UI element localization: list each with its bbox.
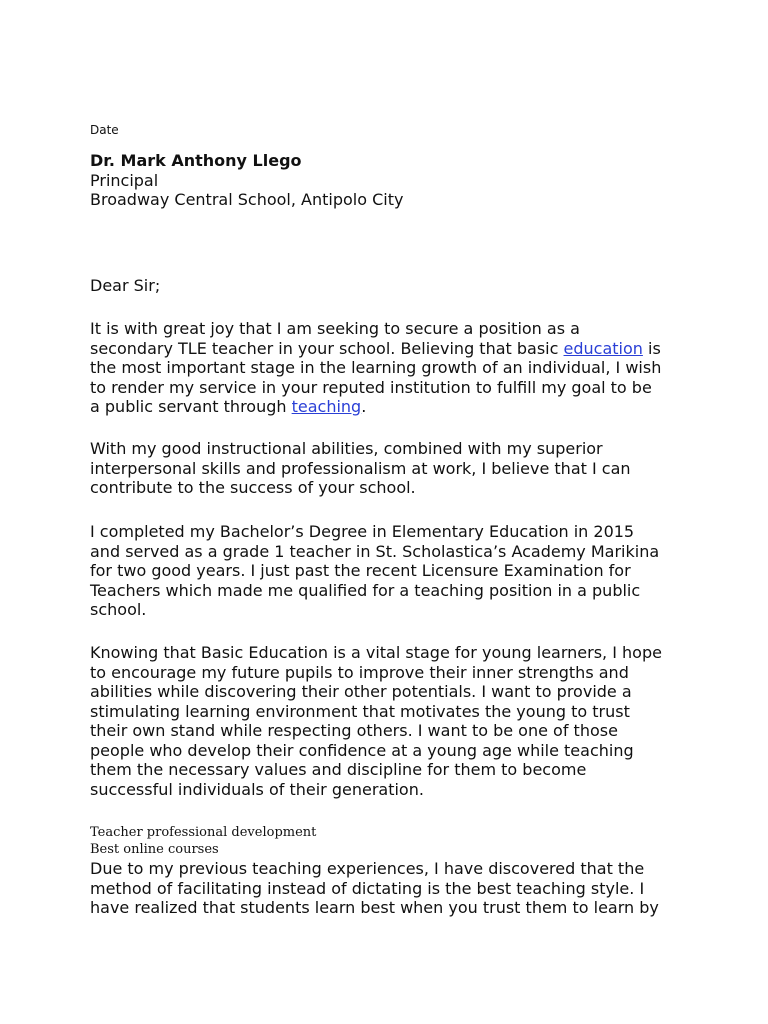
- related-links: [90, 824, 316, 858]
- paragraph-abilities: With my good instructional abilities, combined with my superior interpersonal skills and professionalism at work, I believe that I can contribute to the success of your school.: [90, 439, 631, 497]
- related-link-teacher-development[interactable]: Teacher professional development: [90, 825, 317, 840]
- paragraph-experience: Due to my previous teaching experiences, I have discovered that the method of facilitating instead of dictating is the best teaching style. I have realized that students learn best when you trust them to learn by: [90, 859, 659, 917]
- recipient-school: Broadway Central School, Antipolo City: [90, 190, 404, 209]
- teaching-link[interactable]: teaching: [291, 397, 362, 416]
- paragraph-intro: [90, 319, 690, 417]
- salutation: Dear Sir;: [90, 276, 161, 295]
- recipient-name: Dr. Mark Anthony Llego: [90, 151, 302, 170]
- letter-date: Date: [90, 123, 119, 137]
- addressee-block: [90, 151, 690, 210]
- recipient-title: Principal: [90, 170, 159, 190]
- paragraph-intro-text-b: is the most important stage in the learning growth of an individual, I wish to render my service in your reputed institution to fulfill my goal to be a public servant through: [90, 338, 662, 416]
- paragraph-intro-text-c: .: [361, 397, 367, 416]
- paragraph-education: I completed my Bachelor’s Degree in Elementary Education in 2015 and served as a grade 1 teacher in St. Scholastica’s Academy Marikina for two good years. I just past the recent Licensure Examination for Teachers which made me qualified for a teaching position in a public school.: [90, 522, 660, 619]
- paragraph-goals: Knowing that Basic Education is a vital stage for young learners, I hope to encourage my future pupils to improve their inner strengths and abilities while discovering their other potentials. I want to provide a stimulating learning environment that motivates the young to trust their own stand while respecting others. I want to be one of those people who develop their confidence at a young age while teaching them the necessary values and discipline for them to become successful individuals of their generation.: [90, 643, 662, 799]
- related-link-online-courses[interactable]: Best online courses: [90, 842, 219, 857]
- paragraph-intro-text-a: It is with great joy that I am seeking to secure a position as a secondary TLE teacher in your school. Believing that basic: [90, 319, 580, 358]
- education-link[interactable]: education: [563, 338, 643, 358]
